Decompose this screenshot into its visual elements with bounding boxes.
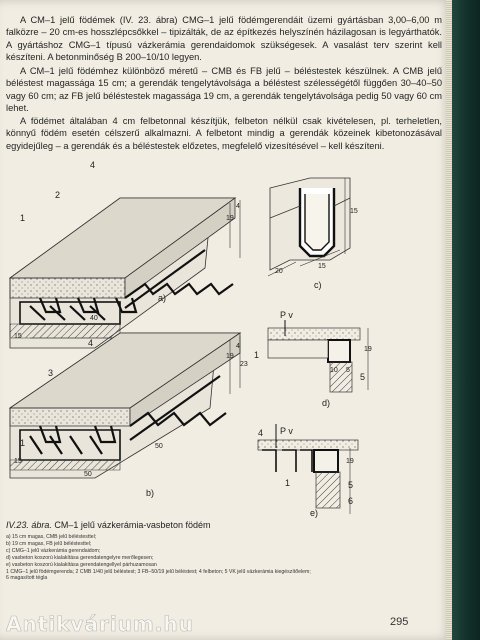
book-cover-edge <box>448 0 480 640</box>
dim-20-c: 20 <box>275 268 283 275</box>
dim-19-d: 19 <box>364 346 372 353</box>
label-1-b: 1 <box>20 438 26 448</box>
label-3-b: 3 <box>48 368 54 378</box>
figure-legend <box>6 534 406 582</box>
dim-40-a: 40 <box>90 315 98 322</box>
legend-item: 6 magasított tégla <box>6 575 48 582</box>
legend-item: d) vasbeton koszorú kialakítása gerendatengelyre merőlegesen; <box>6 554 154 561</box>
drawing-a <box>10 160 240 348</box>
label-c: c) <box>314 280 322 290</box>
label-a: a) <box>158 293 167 303</box>
caption-prefix: IV.23. ábra. <box>6 520 52 530</box>
legend-item: 1 CMG–1 jelű födémgerenda; 2 CMB 1/40 jelű béléstest; 3 FB–50/19 jelű béléstest; 4 felbeton; 5 VK jelű vázkerámia kiegészítőelem; <box>6 568 311 575</box>
label-1-e: 1 <box>285 478 291 488</box>
dim-10-d: 10 <box>330 367 338 374</box>
dim-15-c: 15 <box>350 208 358 215</box>
dim-15-b: 15 <box>14 458 22 465</box>
caption-text: CM–1 jelű vázkerámia-vasbeton födém <box>54 520 211 530</box>
dim-4-a: 4 <box>236 203 240 210</box>
dim-15-a: 15 <box>14 333 22 340</box>
label-pv-d: P v <box>280 310 293 320</box>
dim-19-e: 19 <box>346 458 354 465</box>
watermark: Antikvárium.hu <box>6 612 194 636</box>
dim-15b-c: 15 <box>318 263 326 270</box>
page-edge <box>446 0 452 640</box>
paragraph-cm1-beams: A CM–1 jelű födémek (IV. 23. ábra) CMG–1 jelű födémgerendáit üzemi gyártásban 3,00–6,00 m falközre – 20 cm-es hosszlépcsőkkel – tipizálták, de az építkezés helyszínén házilagosan is legyárthatók. A gyártáshoz CMG–1 típusú vázkerámia gerendaidomok szükségesek. A vasalást terv szerint kell készíteni. A betonminőség B 200–10/10 legyen. <box>6 15 442 63</box>
label-5-e: 5 <box>348 480 354 490</box>
label-b: b) <box>146 488 155 498</box>
label-6-e: 6 <box>348 496 354 506</box>
drawing-d <box>254 310 372 408</box>
label-4-b: 4 <box>88 338 94 348</box>
page-number: 295 <box>390 616 409 628</box>
label-pv-e: P v <box>280 426 293 436</box>
legend-item: a) 15 cm magas, CMB jelű béléstesttel; <box>6 534 97 540</box>
paragraph-topping: A födémet általában 4 cm felbetonnal készítjük, felbeton nélkül csak kivételesen, pl. terheletlen, könnyű födém esetén célszerű alkalmazni. A felbetont mindig a gerendák közeinek kibetonozásával egyidejűleg – a gerendák és a béléstestek előzetes, megfelelő vizesítésével – kell készíteni. <box>6 116 442 151</box>
drawing-e <box>258 424 358 518</box>
dim-5-d: 5 <box>346 367 350 374</box>
label-1-a: 1 <box>20 213 26 223</box>
label-e: e) <box>310 508 319 518</box>
dim-4-b: 4 <box>236 343 240 350</box>
figure-iv23 <box>0 158 446 518</box>
figure-drawings <box>0 158 446 518</box>
paragraph-infill-blocks: A CM–1 jelű födémhez különböző méretű – CMB és FB jelű – béléstestek készülnek. A CMB jelű béléstest magassága 15 cm; a gerendák tengelytávolsága a béléstest szélességétől függően 30–40–50 vagy 60 cm; az FB jelű béléstestek magassága 19 cm, a gerendák tengelytávolsága pedig 50 vagy 60 cm lehet. <box>6 66 442 114</box>
dim-50-b: 50 <box>84 471 92 478</box>
label-4-e: 4 <box>258 428 264 438</box>
figure-caption <box>6 520 210 530</box>
legend-item: c) CMG–1 jelű vázkerámia gerendaidom; <box>6 547 101 554</box>
dim-19-b: 19 <box>226 353 234 360</box>
drawing-c <box>268 178 358 290</box>
dim-19-a: 19 <box>226 215 234 222</box>
legend-item: b) 19 cm magas, FB jelű béléstesttel; <box>6 540 92 547</box>
legend-item: e) vasbeton koszorú kialakítása gerendatengellyel párhuzamosan <box>6 561 157 568</box>
label-5-d: 5 <box>360 372 366 382</box>
drawing-b <box>10 333 248 498</box>
label-2-a: 2 <box>55 190 61 200</box>
dim-23-b: 23 <box>240 361 248 368</box>
label-d: d) <box>322 398 331 408</box>
label-1-d: 1 <box>254 350 260 360</box>
label-4-a: 4 <box>90 160 96 170</box>
dim-50-b-top: 50 <box>155 443 163 450</box>
